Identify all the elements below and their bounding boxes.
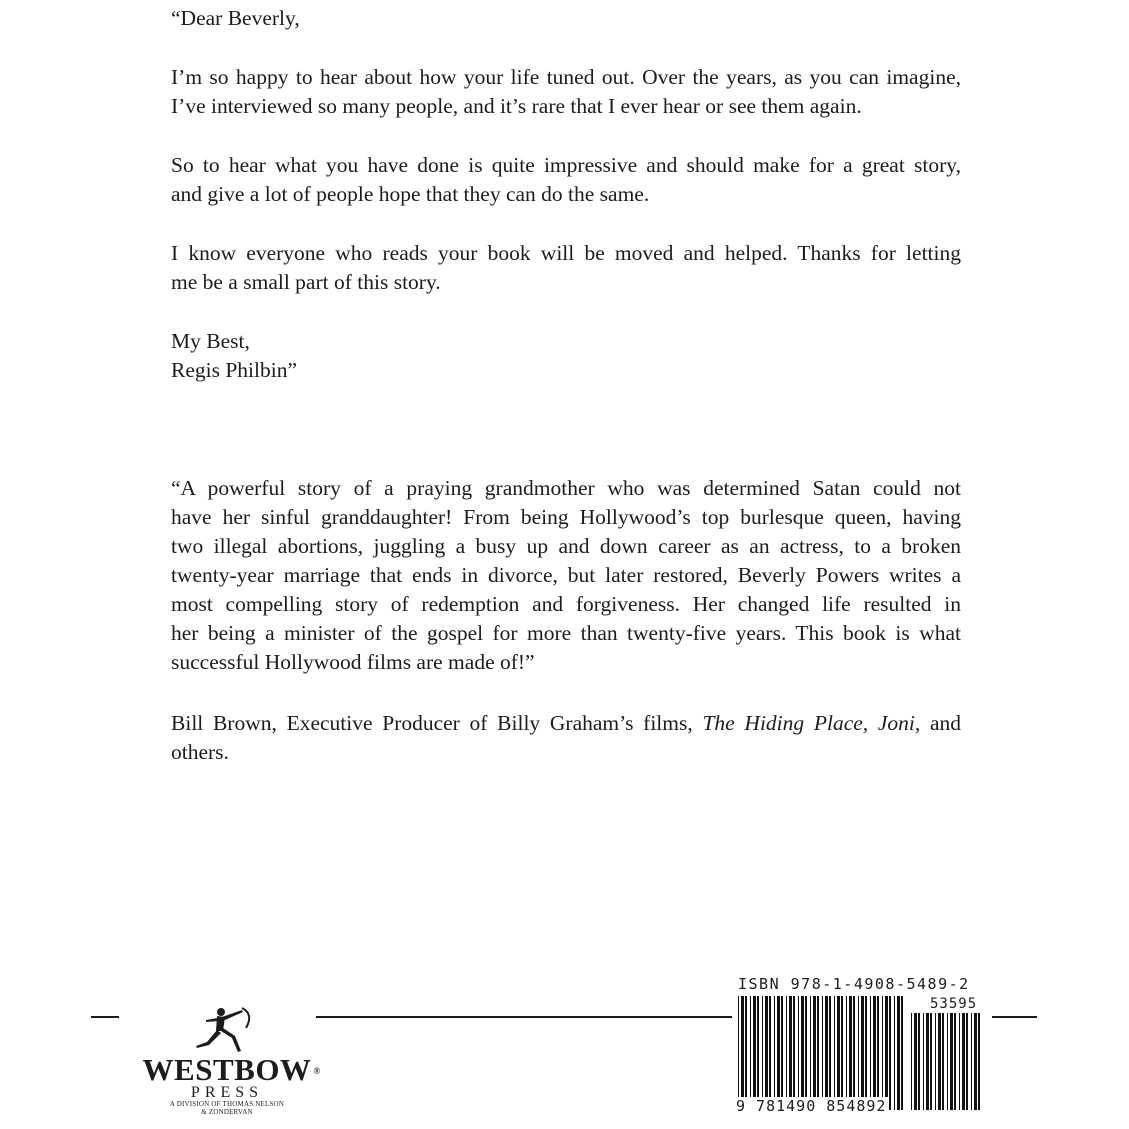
barcode-bar	[882, 996, 883, 1110]
barcode-bar	[849, 996, 852, 1110]
attribution-line	[171, 709, 961, 738]
barcode-bar	[801, 996, 804, 1110]
barcode-bar	[753, 996, 756, 1110]
text-line: her being a minister of the gospel for more than twenty-five years. This book is what	[171, 621, 961, 645]
registered-mark: ®	[313, 1066, 321, 1076]
barcode-bar	[923, 1013, 924, 1110]
archer-icon	[192, 1000, 262, 1054]
barcode-bar	[774, 996, 775, 1110]
barcode-bar	[810, 996, 811, 1110]
barcode-bar	[894, 996, 895, 1110]
isbn-barcode	[738, 996, 906, 1110]
publisher-division-1: A DIVISION OF THOMAS NELSON	[169, 1100, 285, 1108]
barcode-bar	[861, 996, 864, 1110]
text-line: have her sinful granddaughter! From being Hollywood’s top burlesque queen, having	[171, 505, 961, 529]
barcode-bar	[837, 996, 840, 1110]
barcode-bar	[978, 1013, 980, 1110]
barcode-bar	[885, 996, 888, 1110]
barcode-bar	[793, 996, 795, 1110]
text-line: twenty-year marriage that ends in divorce, but later restored, Beverly Powers writes a	[171, 563, 961, 587]
barcode-bar	[966, 1013, 968, 1110]
text-line: So to hear what you have done is quite impressive and should make for a great story,	[171, 153, 961, 177]
barcode-bar	[813, 996, 816, 1110]
barcode-bar	[935, 1013, 936, 1110]
letter-closing	[171, 327, 961, 385]
barcode-bar	[911, 1013, 912, 1110]
publisher-logo	[132, 1000, 322, 1116]
barcode-bar	[741, 996, 744, 1110]
divider-rule-middle	[316, 1016, 732, 1018]
divider-rule-right	[992, 1016, 1037, 1018]
barcode-bar	[870, 996, 871, 1110]
publisher-name	[132, 1054, 322, 1085]
film-titles: The Hiding Place, Joni,	[702, 711, 921, 735]
attribution-prefix: Bill Brown, Executive Producer of Billy Graham’s films,	[171, 711, 693, 735]
barcode-bar	[947, 1013, 948, 1110]
barcode-bar	[877, 996, 879, 1110]
text-line: “A powerful story of a praying grandmother who was determined Satan could not	[171, 476, 961, 500]
endorsement-attribution	[171, 709, 961, 767]
barcode-bar	[745, 996, 747, 1110]
letter	[171, 4, 961, 33]
text-line: most compelling story of redemption and forgiveness. Her changed life resulted in	[171, 592, 961, 616]
text-line: I’ve interviewed so many people, and it’s rare that I ever hear or see them again.	[171, 94, 862, 118]
barcode-bar	[786, 996, 787, 1110]
barcode-bar	[950, 1013, 953, 1110]
letter-paragraph-1	[171, 63, 961, 121]
barcode-bar	[914, 1013, 917, 1110]
barcode-bar	[873, 996, 876, 1110]
letter-paragraph-3	[171, 239, 961, 297]
barcode-bar	[757, 996, 759, 1110]
barcode-bar	[962, 1013, 965, 1110]
price-addon-barcode	[911, 1013, 985, 1110]
barcode-digits: 9 781490 854892	[736, 1097, 887, 1115]
text-line: successful Hollywood films are made of!”	[171, 650, 535, 674]
text-line: me be a small part of this story.	[171, 270, 441, 294]
barcode-bar	[834, 996, 835, 1110]
barcode-bar	[959, 1013, 960, 1110]
barcode-bar	[805, 996, 807, 1110]
barcode-bar	[846, 996, 847, 1110]
text-line: I’m so happy to hear about how your life tuned out. Over the years, as you can imagine,	[171, 65, 961, 89]
barcode-bar	[825, 996, 828, 1110]
barcode-bar	[889, 996, 891, 1110]
text-line: two illegal abortions, juggling a busy up and down career as an actress, to a broken	[171, 534, 961, 558]
barcode-bar	[817, 996, 819, 1110]
barcode-bar	[971, 1013, 972, 1110]
barcode-bar	[938, 1013, 941, 1110]
barcode-bar	[853, 996, 855, 1110]
price-code-text: 53595	[930, 996, 978, 1012]
publisher-division-2: & ZONDERVAN	[201, 1108, 253, 1116]
closing-text: My Best,	[171, 329, 250, 353]
barcode-bar	[942, 1013, 944, 1110]
barcode-bar	[762, 996, 763, 1110]
barcode-bar	[765, 996, 768, 1110]
barcode-bar	[974, 1013, 977, 1110]
letter-paragraph-2	[171, 151, 961, 209]
barcode-bar	[926, 1013, 929, 1110]
barcode-bar	[738, 996, 739, 1110]
barcode-bar	[918, 1013, 920, 1110]
barcode-bar	[954, 1013, 956, 1110]
barcode-bar	[865, 996, 867, 1110]
barcode-bar	[901, 996, 903, 1110]
endorsement-quote	[171, 474, 961, 677]
isbn-text: ISBN 978-1-4908-5489-2	[738, 975, 970, 993]
barcode-bar	[822, 996, 823, 1110]
barcode-bar	[829, 996, 831, 1110]
barcode-bar	[798, 996, 799, 1110]
divider-rule-left	[91, 1016, 119, 1018]
publisher-name-text: WESTBOW	[142, 1052, 312, 1087]
barcode-bar	[777, 996, 780, 1110]
signature-text: Regis Philbin”	[171, 358, 298, 382]
barcode-bar	[750, 996, 751, 1110]
letter-salutation: “Dear Beverly,	[171, 6, 300, 30]
barcode-bar	[789, 996, 792, 1110]
barcode-bar	[841, 996, 843, 1110]
barcode-bar	[769, 996, 771, 1110]
attribution-line-2: others.	[171, 740, 229, 764]
barcode-bar	[897, 996, 900, 1110]
text-line: I know everyone who reads your book will be moved and helped. Thanks for letting	[171, 241, 961, 265]
barcode-bar	[781, 996, 783, 1110]
barcode-bar	[858, 996, 859, 1110]
attribution-suffix: and	[929, 711, 962, 735]
publisher-press: PRESS	[190, 1084, 264, 1101]
text-line: and give a lot of people hope that they can do the same.	[171, 182, 650, 206]
barcode-bar	[930, 1013, 932, 1110]
